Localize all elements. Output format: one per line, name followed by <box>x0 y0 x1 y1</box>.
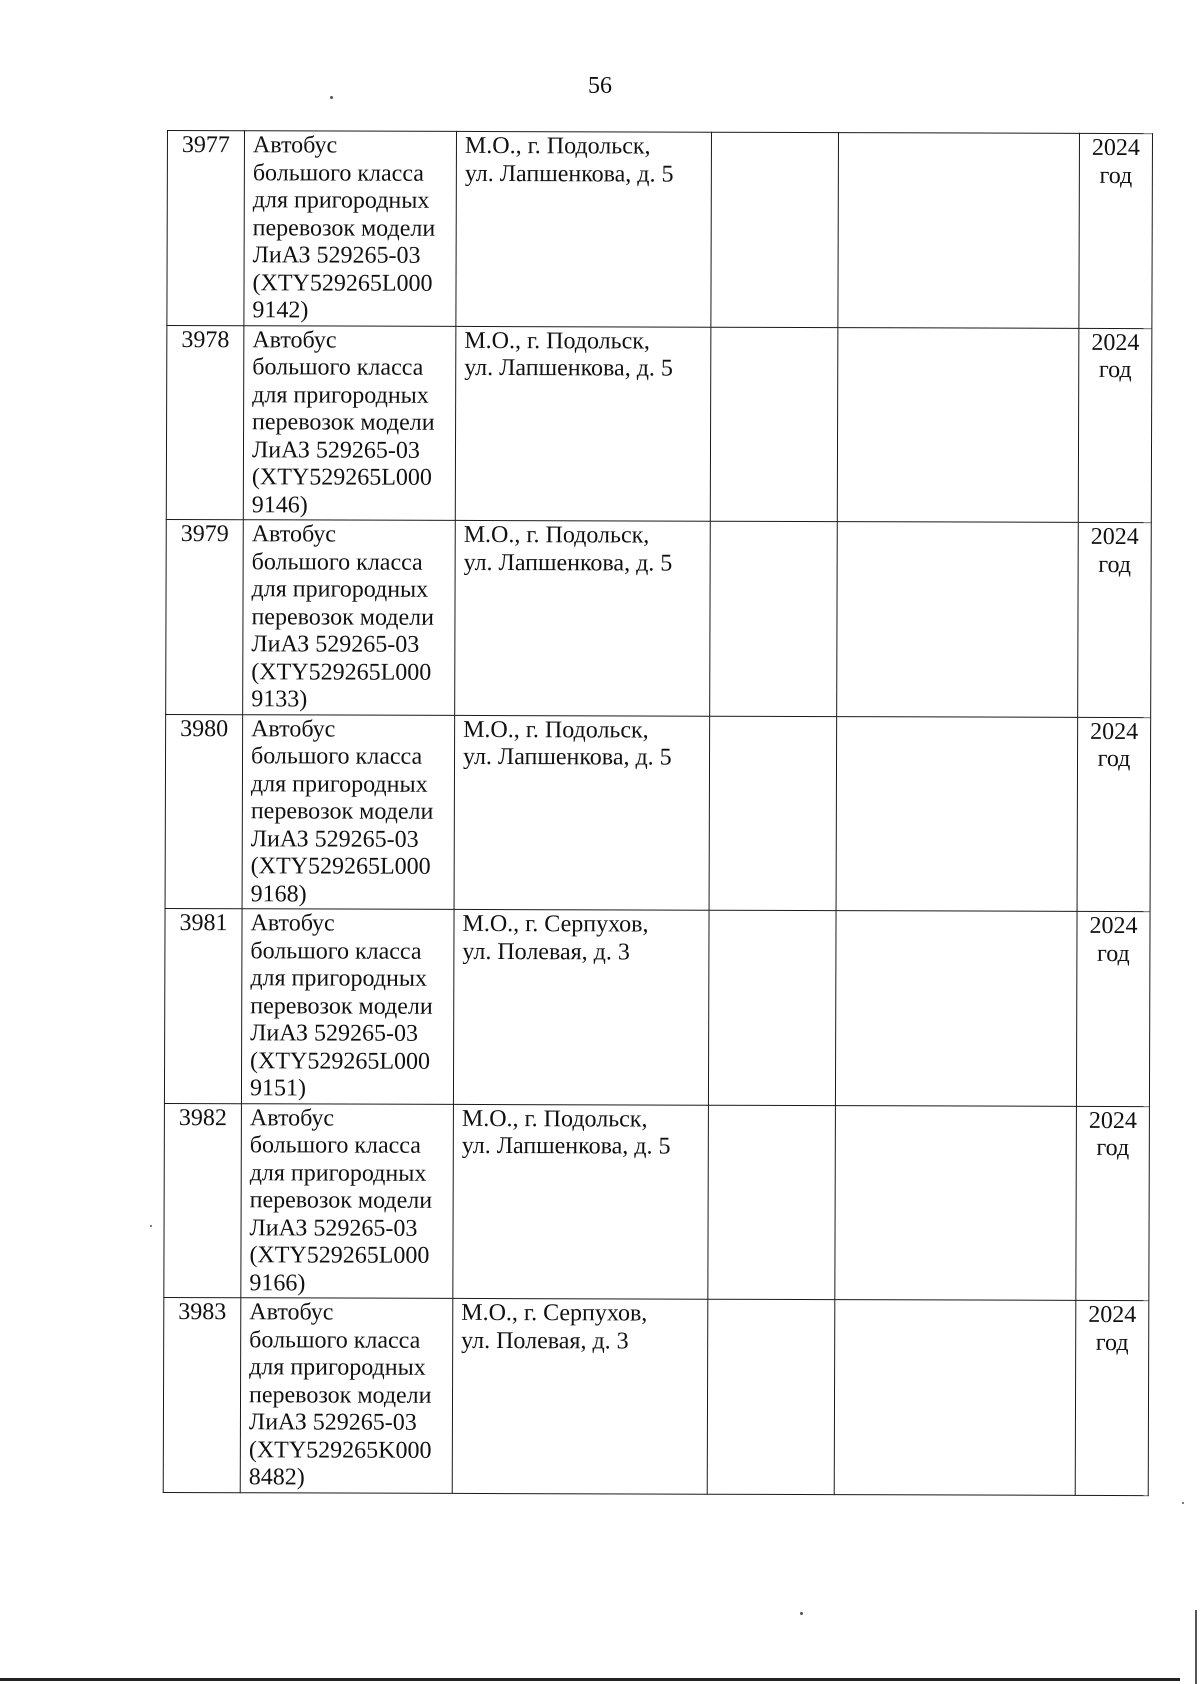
empty-cell <box>835 911 1077 1106</box>
bottom-rule <box>0 1678 1180 1681</box>
table-row <box>163 1297 1149 1495</box>
address-line: М.О., г. Подольск, <box>463 716 649 744</box>
address-line: ул. Лапшенкова, д. 5 <box>463 549 673 577</box>
vehicle-name-line: ЛиАЗ 529265-03 <box>249 1214 418 1242</box>
vehicle-name-line: большого класса <box>252 159 424 187</box>
year-cell <box>1076 1106 1150 1301</box>
vehicle-name-line: ЛиАЗ 529265-03 <box>250 825 419 853</box>
empty-cell <box>710 521 838 716</box>
row-number-cell <box>167 131 245 326</box>
scan-speck <box>800 1612 803 1615</box>
address-line: ул. Полевая, д. 3 <box>462 938 630 965</box>
row-number: 3981 <box>179 910 228 937</box>
address-line: М.О., г. Подольск, <box>464 327 650 355</box>
vehicle-name-line: (XTY529265K000 <box>248 1436 432 1464</box>
vehicle-name-line: для пригородных <box>250 770 428 798</box>
vehicle-name-line: Автобус <box>251 715 336 743</box>
address-line: М.О., г. Серпухов, <box>462 910 649 938</box>
empty-cell <box>838 133 1080 328</box>
year-line: год <box>1099 162 1133 189</box>
address-line: ул. Лапшенкова, д. 5 <box>464 160 674 188</box>
row-number: 3977 <box>181 132 230 159</box>
row-number-cell <box>165 714 243 909</box>
empty-cell <box>837 522 1079 717</box>
year-line: год <box>1098 551 1132 578</box>
vehicle-name-line: перевозок модели <box>252 409 435 436</box>
year-line: 2024 <box>1090 718 1139 745</box>
row-number: 3979 <box>180 521 229 548</box>
address-line: М.О., г. Подольск, <box>463 521 650 549</box>
year-cell <box>1076 911 1150 1106</box>
address-line: ул. Лапшенкова, д. 5 <box>461 1132 671 1160</box>
table-row <box>165 714 1151 912</box>
vehicle-name-line: перевозок модели <box>252 214 436 242</box>
address-cell <box>453 1104 709 1299</box>
address-cell <box>453 909 709 1104</box>
scan-speck <box>330 96 333 99</box>
year-line: 2024 <box>1091 134 1140 162</box>
vehicle-name-cell <box>242 714 455 909</box>
table-row <box>166 519 1152 717</box>
vehicle-name-line: ЛиАЗ 529265-03 <box>250 1020 419 1047</box>
row-number: 3980 <box>180 715 229 742</box>
address-line: М.О., г. Подольск, <box>461 1105 648 1133</box>
vehicle-name-line: 9142) <box>252 297 309 324</box>
address-line: ул. Лапшенкова, д. 5 <box>464 354 673 382</box>
vehicle-name-line: 9168) <box>250 880 307 907</box>
year-line: год <box>1095 1329 1129 1356</box>
scan-speck <box>150 1225 152 1227</box>
vehicle-name-line: Автобус <box>250 910 335 937</box>
vehicle-name-cell <box>241 909 454 1104</box>
vehicle-name-line: ЛиАЗ 529265-03 <box>251 631 420 658</box>
vehicle-name-line: Автобус <box>249 1104 335 1132</box>
row-number: 3983 <box>178 1299 227 1326</box>
vehicle-name-line: ЛиАЗ 529265-03 <box>252 242 421 269</box>
vehicle-name-line: Автобус <box>252 326 337 354</box>
year-line: 2024 <box>1089 912 1138 940</box>
empty-cell <box>710 327 838 522</box>
address-line: М.О., г. Подольск, <box>464 132 651 160</box>
vehicle-name-cell <box>241 1103 454 1298</box>
row-number-cell <box>164 908 242 1103</box>
vehicle-name-line: большого класса <box>249 1132 421 1159</box>
vehicle-name-line: (XTY529265L000 <box>252 269 433 297</box>
row-number-cell <box>166 519 244 714</box>
vehicle-name-line: перевозок модели <box>250 798 434 825</box>
vehicle-name-line: перевозок модели <box>250 992 433 1020</box>
vehicle-name-cell <box>240 1298 453 1493</box>
vehicle-name-line: Автобус <box>249 1299 334 1326</box>
vehicle-name-line: Автобус <box>252 132 338 159</box>
table-row <box>164 1103 1150 1301</box>
vehicle-name-line: перевозок модели <box>248 1381 432 1409</box>
year-line: 2024 <box>1091 329 1140 356</box>
vehicle-name-line: для пригородных <box>249 1159 427 1187</box>
empty-cell <box>837 327 1079 522</box>
empty-cell <box>834 1300 1076 1495</box>
vehicle-name-line: (XTY529265L000 <box>251 658 432 686</box>
vehicle-name-line: перевозок модели <box>251 603 435 631</box>
row-number: 3978 <box>181 326 230 353</box>
year-line: 2024 <box>1090 523 1139 551</box>
year-cell <box>1079 133 1153 328</box>
vehicle-name-line: (XTY529265L000 <box>249 1242 430 1269</box>
address-cell <box>452 1298 708 1493</box>
vehicle-name-line: перевозок модели <box>249 1187 433 1214</box>
vehicle-name-line: для пригородных <box>252 381 429 409</box>
vehicle-name-line: ЛиАЗ 529265-03 <box>248 1409 417 1436</box>
vehicle-name-line: 9166) <box>249 1269 306 1296</box>
year-line: год <box>1097 745 1131 773</box>
vehicle-name-line: (XTY529265L000 <box>250 1047 431 1075</box>
year-cell <box>1078 522 1152 717</box>
vehicle-name-line: (XTY529265L000 <box>250 853 431 880</box>
year-line: год <box>1098 356 1132 384</box>
vehicle-name-line: для пригородных <box>251 576 429 603</box>
right-edge-rule <box>1195 1610 1197 1684</box>
empty-cell <box>711 132 839 327</box>
vehicle-table <box>163 130 1153 1496</box>
year-line: год <box>1096 940 1130 967</box>
year-cell <box>1078 328 1152 523</box>
address-cell <box>455 326 711 521</box>
vehicle-name-line: ЛиАЗ 529265-03 <box>251 436 420 464</box>
address-line: ул. Лапшенкова, д. 5 <box>462 743 672 771</box>
empty-cell <box>709 716 837 911</box>
address-cell <box>455 520 711 715</box>
address-cell <box>454 715 710 910</box>
vehicle-name-line: большого класса <box>250 937 422 965</box>
vehicle-name-line: (XTY529265L000 <box>251 464 432 491</box>
vehicle-table-body <box>163 131 1152 1496</box>
address-line: ул. Полевая, д. 3 <box>461 1327 629 1354</box>
year-cell <box>1077 717 1151 912</box>
empty-cell <box>708 910 836 1105</box>
empty-cell <box>836 716 1078 911</box>
year-cell <box>1075 1300 1149 1495</box>
empty-cell <box>707 1299 835 1494</box>
vehicle-name-line: 9151) <box>249 1075 307 1102</box>
year-line: 2024 <box>1088 1107 1137 1134</box>
vehicle-name-line: 9133) <box>251 686 308 713</box>
empty-cell <box>835 1105 1077 1300</box>
vehicle-name-cell <box>243 520 456 715</box>
vehicle-name-line: большого класса <box>252 354 424 381</box>
vehicle-name-line: большого класса <box>251 548 423 576</box>
vehicle-name-line: для пригородных <box>250 965 428 992</box>
table-row <box>167 131 1153 329</box>
row-number-cell <box>164 1103 242 1298</box>
vehicle-name-line: Автобус <box>251 521 336 548</box>
vehicle-name-line: большого класса <box>249 1326 421 1354</box>
vehicle-name-line: большого класса <box>250 743 423 770</box>
row-number-cell <box>166 325 244 520</box>
page-number: 56 <box>588 73 612 99</box>
empty-cell <box>708 1105 836 1300</box>
vehicle-name-cell <box>243 325 456 520</box>
vehicle-name-line: 9146) <box>251 491 308 518</box>
vehicle-name-cell <box>244 131 457 326</box>
year-line: год <box>1096 1134 1130 1162</box>
row-number: 3982 <box>178 1104 227 1131</box>
address-line: М.О., г. Серпухов, <box>461 1299 648 1327</box>
table-row <box>164 908 1150 1106</box>
row-number-cell <box>163 1297 241 1492</box>
vehicle-name-line: для пригородных <box>249 1354 426 1381</box>
address-cell <box>456 131 712 326</box>
scan-speck <box>1182 1502 1184 1504</box>
vehicle-name-line: для пригородных <box>252 187 430 214</box>
year-line: 2024 <box>1088 1301 1137 1329</box>
table-row <box>166 325 1152 523</box>
vehicle-name-line: 8482) <box>248 1464 305 1491</box>
